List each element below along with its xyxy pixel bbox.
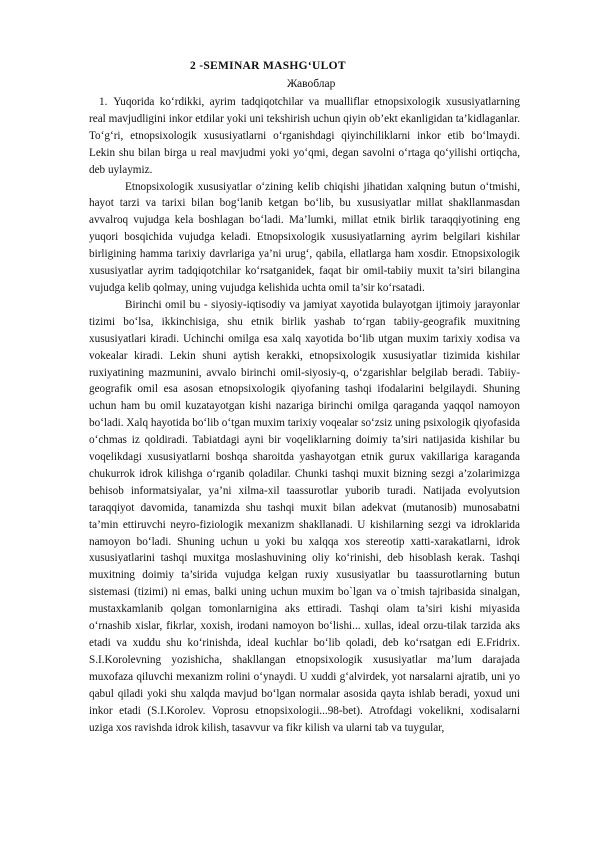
question-paragraph [89, 94, 520, 179]
question-text: Yuqorida ko‘rdikki, ayrim tadqiqotchilar va mualliflar etnopsixologik xususiyatlarning real mavjudligini inkor etdilar yoki uni tekshirish uchun qiyin ob’ekt ekanligidan ta’kidlaganlar. To‘g‘ri, etnopsixologik xususiyatlarni o‘rganishdagi qiyinchiliklarni inkor etib bo‘lmaydi. Lekin shu bilan birga u real mavjudmi yoki yo‘qmi, degan savolni o‘rtaga qo‘yilishi ortiqcha, deb uylaymiz. [89, 96, 520, 176]
seminar-heading: 2 -SEMINAR MASHG‘ULOT [190, 60, 346, 72]
body-paragraph: Birinchi omil bu - siyosiy-iqtisodiy va jamiyat xayotida bulayotgan ijtimoiy jarayonlar tizimi bo‘lsa, ikkinchisiga, shu etnik birlik yashab to‘rgan tabiiy-geografik muxitning xususiyatlari kiradi. Uchinchi omilga esa xalq xayotida bo‘lib utgan muxim tarixiy xodisa va vokealar kiradi. Lekin shuni aytish kerakki, etnopsixologik xususiyatlar tizimida kishilar ruxiyatining mazmunini, avvalo birinchi omil-siyosiy-q, o‘zgarishlar belgilab beradi. Tabiiy-geografik omil esa asosan etnopsixologik qiyofaning tashqi ifodalarini belgilaydi. Shuning uchun ham bu omil kuzatayotgan kishi nazariga birinchi omilga qaraganda yaqqol namoyon bo‘ladi. Xalq hayotida bo‘lib o‘tgan muxim tarixiy voqealar so‘zsiz uning psixologik qiyofasida o‘chmas iz qoldiradi. Tabiatdagi ayni bir voqeliklarning doimiy ta’siri natijasida kishilar bu voqelikdagi xususiyatlarni boshqa sharoitda yashayotgan etnik gurux vakillariga karaganda chukurrok idrok kilishga o‘rganib qoladilar. Chunki tashqi muxit bizning sezgi a’zolarimizga behisob informatsiyalar, ya’ni xilma-xil taassurotlar yuborib turadi. Natijada evolyutsion taraqqiyot davomida, tanamizda shu tashqi muxit bilan adekvat (mutanosib) munosabatni ta’min ettiruvchi neyro-fiziologik mexanizm shakllanadi. U kishilarning sezgi va idroklarida namoyon bo‘ladi. Shuning uchun u yoki bu xalqqa xos stereotip xatti-xarakatlarni, idrok xususiyatlarini tashqi muxitga moslashuvining oliy ko‘rinishi, deb hisoblash kerak. Tashqi muxitning doimiy ta’sirida vujudga kelgan ruxiy xususiyatlar bu taassurotlarning butun sistemasi (tizimi) ni emas, balki uning uchun muxim bo`lgan va o`tmish tajribasida sinalgan, mustaxkamlanib qolgan tomonlarnigina aks ettiradi. Tashqi olam ta’siri kishi miyasida o‘rnashib xislar, fikrlar, xoxish, irodani namoyon bo‘lishi... xullas, ideal orzu-tilak tarzida aks etadi va xuddu shu ko‘rinishda, ideal kuchlar bo‘lib qoladi, deb ko‘rsatgan edi E.Fridrix. S.I.Korolevning yozishicha, shakllangan etnopsixologik xususiyatlar ma’lum darajada muxofaza qiluvchi mexanizm rolini o‘ynaydi. U xuddi g‘alvirdek, yot narsalarni ajratib, uni yo qabul qiladi yoki shu xalqda mavjud bo‘lgan normalar asosida qayta ishlab beradi, yoxud uni inkor etadi (S.I.Korolev. Voprosu etnopsixologii...98-bet). Atrofdagi vokelikni, xodisalarni uziga xos ravishda idrok kilish, tasavvur va fikr kilish va ularni tab va tuygular, [89, 298, 520, 734]
question-number: 1. [99, 96, 108, 108]
answers-subheading: Жавоблар [287, 78, 336, 90]
body-paragraph: Etnopsixologik xususiyatlar o‘zining kelib chiqishi jihatidan xalqning butun o‘tmishi, hayot tarzi va tarixi bilan bog‘lanib ketgan bo‘lib, bu xususiyatlar millat shakllanmasdan avvalroq vujudga kela boshlagan bo‘ladi. Ma’lumki, millat etnik birlik taraqqiyotining eng yuqori bosqichida vujudga keladi. Etnopsixologik xususiyatlarning ayrim belgilari kishilar birligining hamma tarixiy davrlariga ya’ni urug‘, qabila, ellatlarga ham xosdir. Etnopsixologik xususiyatlar ayrim tadqiqotchilar ko‘rsatganidek, faqat bir omil-tabiiy muxit ta’siri bilangina vujudga kelib qolmay, uning vujudga kelishida uchta omil ta’sir ko‘rsatadi. [89, 180, 520, 294]
document-body [89, 94, 520, 736]
